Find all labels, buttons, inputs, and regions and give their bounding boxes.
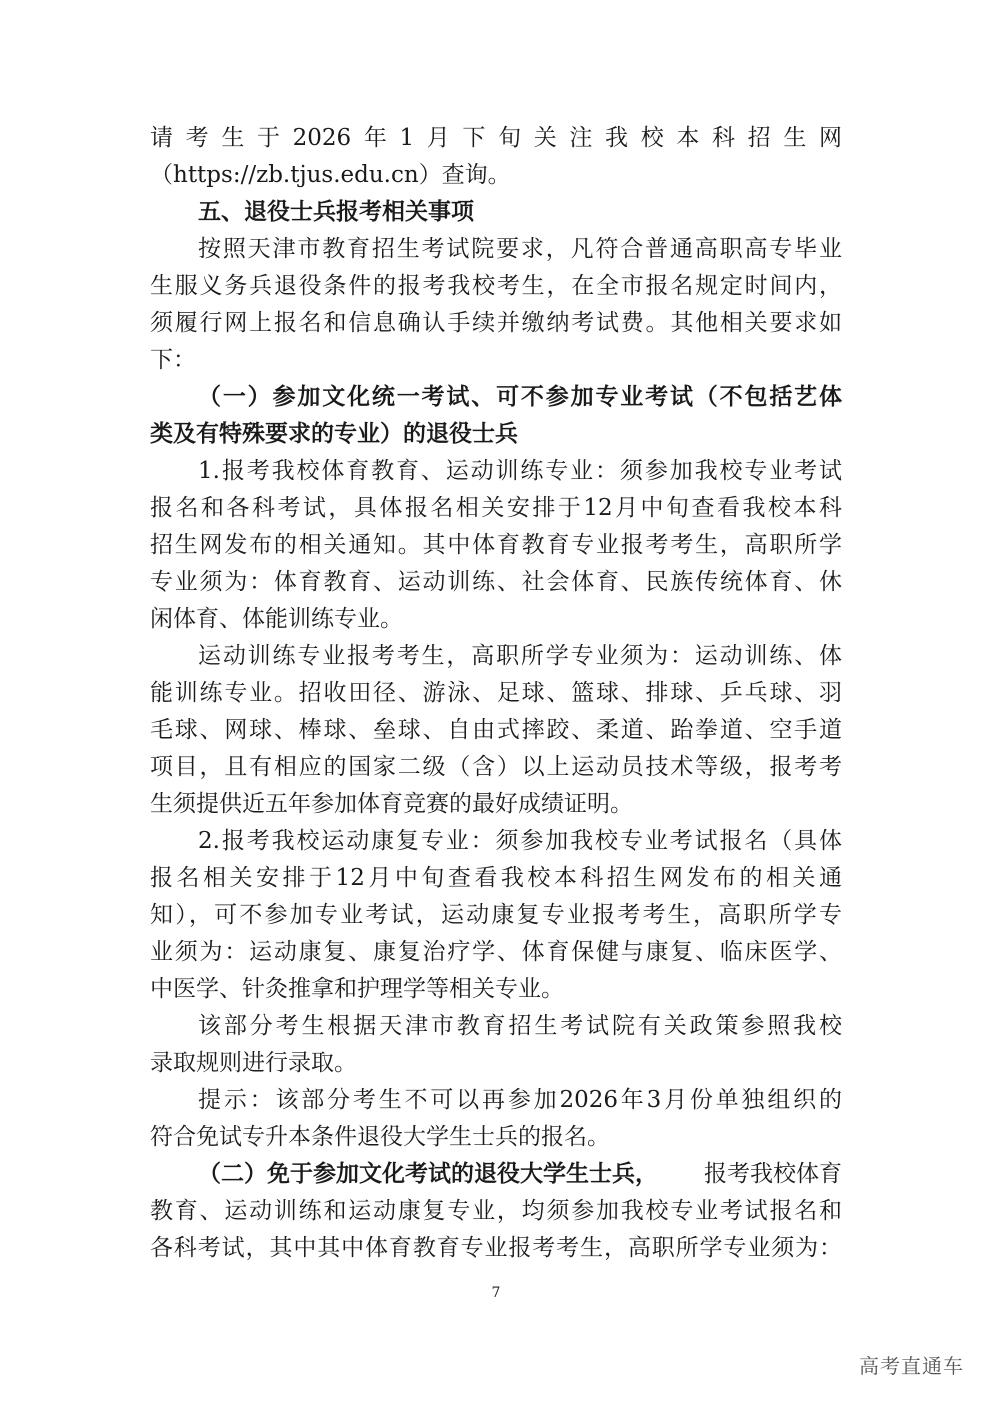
subsection-heading: 类及有特殊要求的专业）的退役士兵 — [150, 421, 518, 447]
paragraph-line: 录取规则进行录取。 — [150, 1050, 357, 1076]
paragraph-line: 生服义务兵退役条件的报考我校考生，在全市报名规定时间内， — [150, 273, 842, 299]
paragraph-line: 专业须为：体育教育、运动训练、社会体育、民族传统体育、休 — [150, 569, 842, 595]
paragraph-text-inline: 报考我校体育 — [704, 1161, 842, 1187]
section-heading: 五、退役士兵报考相关事项 — [198, 199, 474, 225]
subsection-heading-inline: （二）免于参加文化考试的退役大学生士兵， — [198, 1161, 658, 1187]
paragraph-line: 报名和各科考试，具体报名相关安排于12月中旬查看我校本科 — [150, 495, 842, 521]
paragraph-line: 须履行网上报名和信息确认手续并缴纳考试费。其他相关要求如 — [150, 310, 842, 336]
paragraph-line: 符合免试专升本条件退役大学生士兵的报名。 — [150, 1124, 610, 1150]
paragraph-line: 闲体育、体能训练专业。 — [150, 606, 403, 632]
paragraph-line: 招生网发布的相关通知。其中体育教育专业报考考生，高职所学 — [150, 532, 842, 558]
paragraph-line: 请考生于2026年1月下旬关注我校本科招生网 — [150, 125, 842, 151]
watermark-text: 高考直通车 — [859, 1354, 964, 1378]
paragraph-line: 报名相关安排于12月中旬查看我校本科招生网发布的相关通 — [150, 865, 842, 891]
paragraph-line-mixed — [150, 1156, 842, 1193]
paragraph-line: 2.报考我校运动康复专业：须参加我校专业考试报名（具体 — [198, 828, 842, 854]
paragraph-line-url: （https://zb.tjus.edu.cn）查询。 — [150, 162, 511, 188]
paragraph-line: 教育、运动训练和运动康复专业，均须参加我校专业考试报名和 — [150, 1198, 842, 1224]
paragraph-line: 按照天津市教育招生考试院要求，凡符合普通高职高专毕业 — [198, 236, 842, 262]
paragraph-line: 运动训练专业报考考生，高职所学专业须为：运动训练、体 — [198, 643, 842, 669]
paragraph-line: 业须为：运动康复、康复治疗学、体育保健与康复、临床医学、 — [150, 939, 842, 965]
paragraph-line: 下： — [150, 347, 196, 373]
paragraph-line: 毛球、网球、棒球、垒球、自由式摔跤、柔道、跆拳道、空手道 — [150, 717, 842, 743]
paragraph-line: 能训练专业。招收田径、游泳、足球、篮球、排球、乒乓球、羽 — [150, 680, 842, 706]
paragraph-line: 中医学、针灸推拿和护理学等相关专业。 — [150, 976, 564, 1002]
paragraph-line: 提示：该部分考生不可以再参加2026年3月份单独组织的 — [198, 1087, 842, 1113]
document-body — [150, 120, 842, 1267]
subsection-heading: （一）参加文化统一考试、可不参加专业考试（不包括艺体 — [198, 384, 842, 410]
paragraph-line: 各科考试，其中其中体育教育专业报考考生，高职所学专业须为： — [150, 1235, 842, 1261]
paragraph-line: 知），可不参加专业考试，运动康复专业报考考生，高职所学专 — [150, 902, 842, 928]
paragraph-line: 该部分考生根据天津市教育招生考试院有关政策参照我校 — [198, 1013, 842, 1039]
page-number: 7 — [491, 1285, 501, 1301]
paragraph-line: 项目，且有相应的国家二级（含）以上运动员技术等级，报考考 — [150, 754, 842, 780]
paragraph-line: 1.报考我校体育教育、运动训练专业：须参加我校专业考试 — [198, 458, 842, 484]
paragraph-line: 生须提供近五年参加体育竞赛的最好成绩证明。 — [150, 791, 633, 817]
